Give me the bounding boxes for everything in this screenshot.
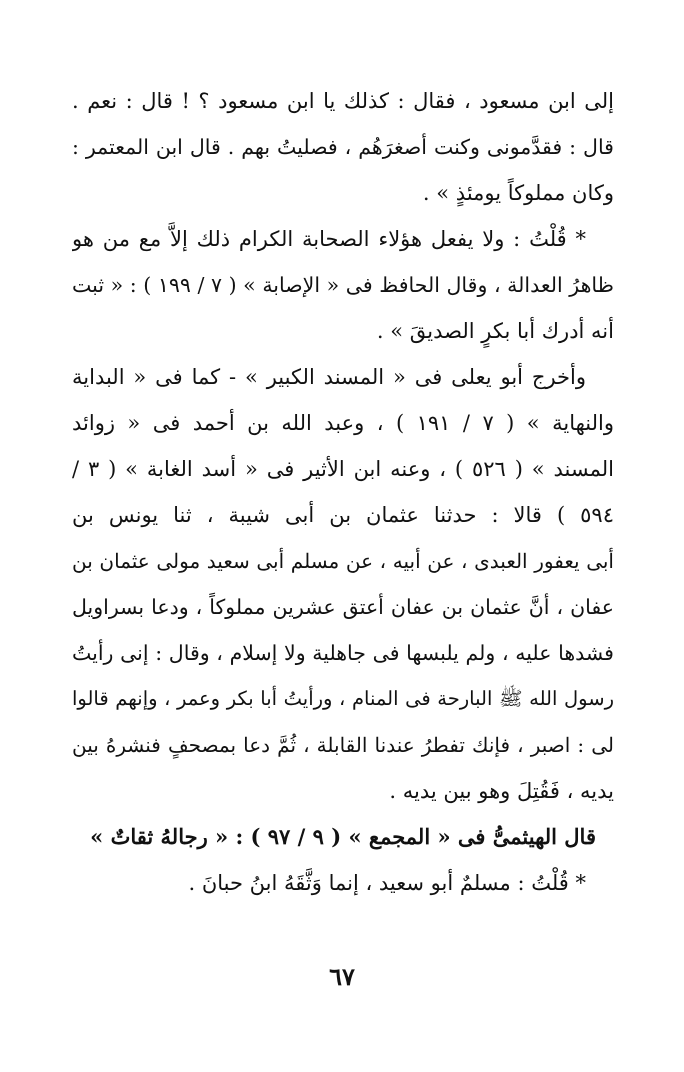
text-line: المسند » ( ٥٢٦ ) ، وعنه ابن الأثير فى « أسد الغابة » ( ٣ / [72, 457, 614, 481]
text-line: لى : اصبر ، فإنك تفطرُ عندنا القابلة ، ثُمَّ دعا بمصحفٍ فنشرهُ بين [72, 733, 614, 757]
text-line: أنه أدرك أبا بكرٍ الصديقَ » . [376, 319, 614, 343]
text-line: وأخرج أبو يعلى فى « المسند الكبير » - كما فى « البداية [72, 365, 586, 389]
text-line: * قُلْتُ : ولا يفعل هؤلاء الصحابة الكرام ذلك إلاَّ مع من هو [72, 227, 586, 251]
text-line: والنهاية » ( ٧ / ١٩١ ) ، وعبد الله بن أحمد فى « زوائد [72, 411, 614, 435]
text-line: قال الهيثمىُّ فى « المجمع » ( ٩ / ٩٧ ) : « رجالهُ ثقاتٌ » [90, 824, 596, 849]
text-line: وكان مملوكاً يومئذٍ » . [422, 181, 614, 205]
text-line: يديه ، فَقُتِلَ وهو بين يديه . [389, 779, 614, 803]
text-line: إلى ابن مسعود ، فقال : كذلك يا ابن مسعود ؟ ! قال : نعم . [72, 89, 614, 113]
text-line: أبى يعفور العبدى ، عن أبيه ، عن مسلم أبى سعيد مولى عثمان بن [72, 549, 614, 573]
text-line: رسول الله ﷺ البارحة فى المنام ، ورأيتُ أبا بكر وعمر ، وإنهم قالوا [72, 687, 614, 710]
text-line: ظاهرُ العدالة ، وقال الحافظ فى « الإصابة » ( ٧ / ١٩٩ ) : « ثبت [72, 273, 614, 297]
text-line: عفان ، أنَّ عثمان بن عفان أعتق عشرين مملوكاً ، ودعا بسراويل [72, 595, 614, 619]
text-line: فشدها عليه ، ولم يلبسها فى جاهلية ولا إسلام ، وقال : إنى رأيتُ [72, 641, 614, 665]
text-line: قال : فقدَّمونى وكنت أصغرَهُم ، فصليتُ بهم . قال ابن المعتمر : [72, 135, 614, 159]
page-number: ٦٧ [329, 962, 355, 991]
text-line: ٥٩٤ ) قالا : حدثنا عثمان بن أبى شيبة ، ثنا يونس بن [72, 503, 614, 527]
body-text [72, 78, 614, 906]
text-line: * قُلْتُ : مسلمٌ أبو سعيد ، إنما وَثَّقَهُ ابنُ حبانَ . [188, 871, 586, 895]
